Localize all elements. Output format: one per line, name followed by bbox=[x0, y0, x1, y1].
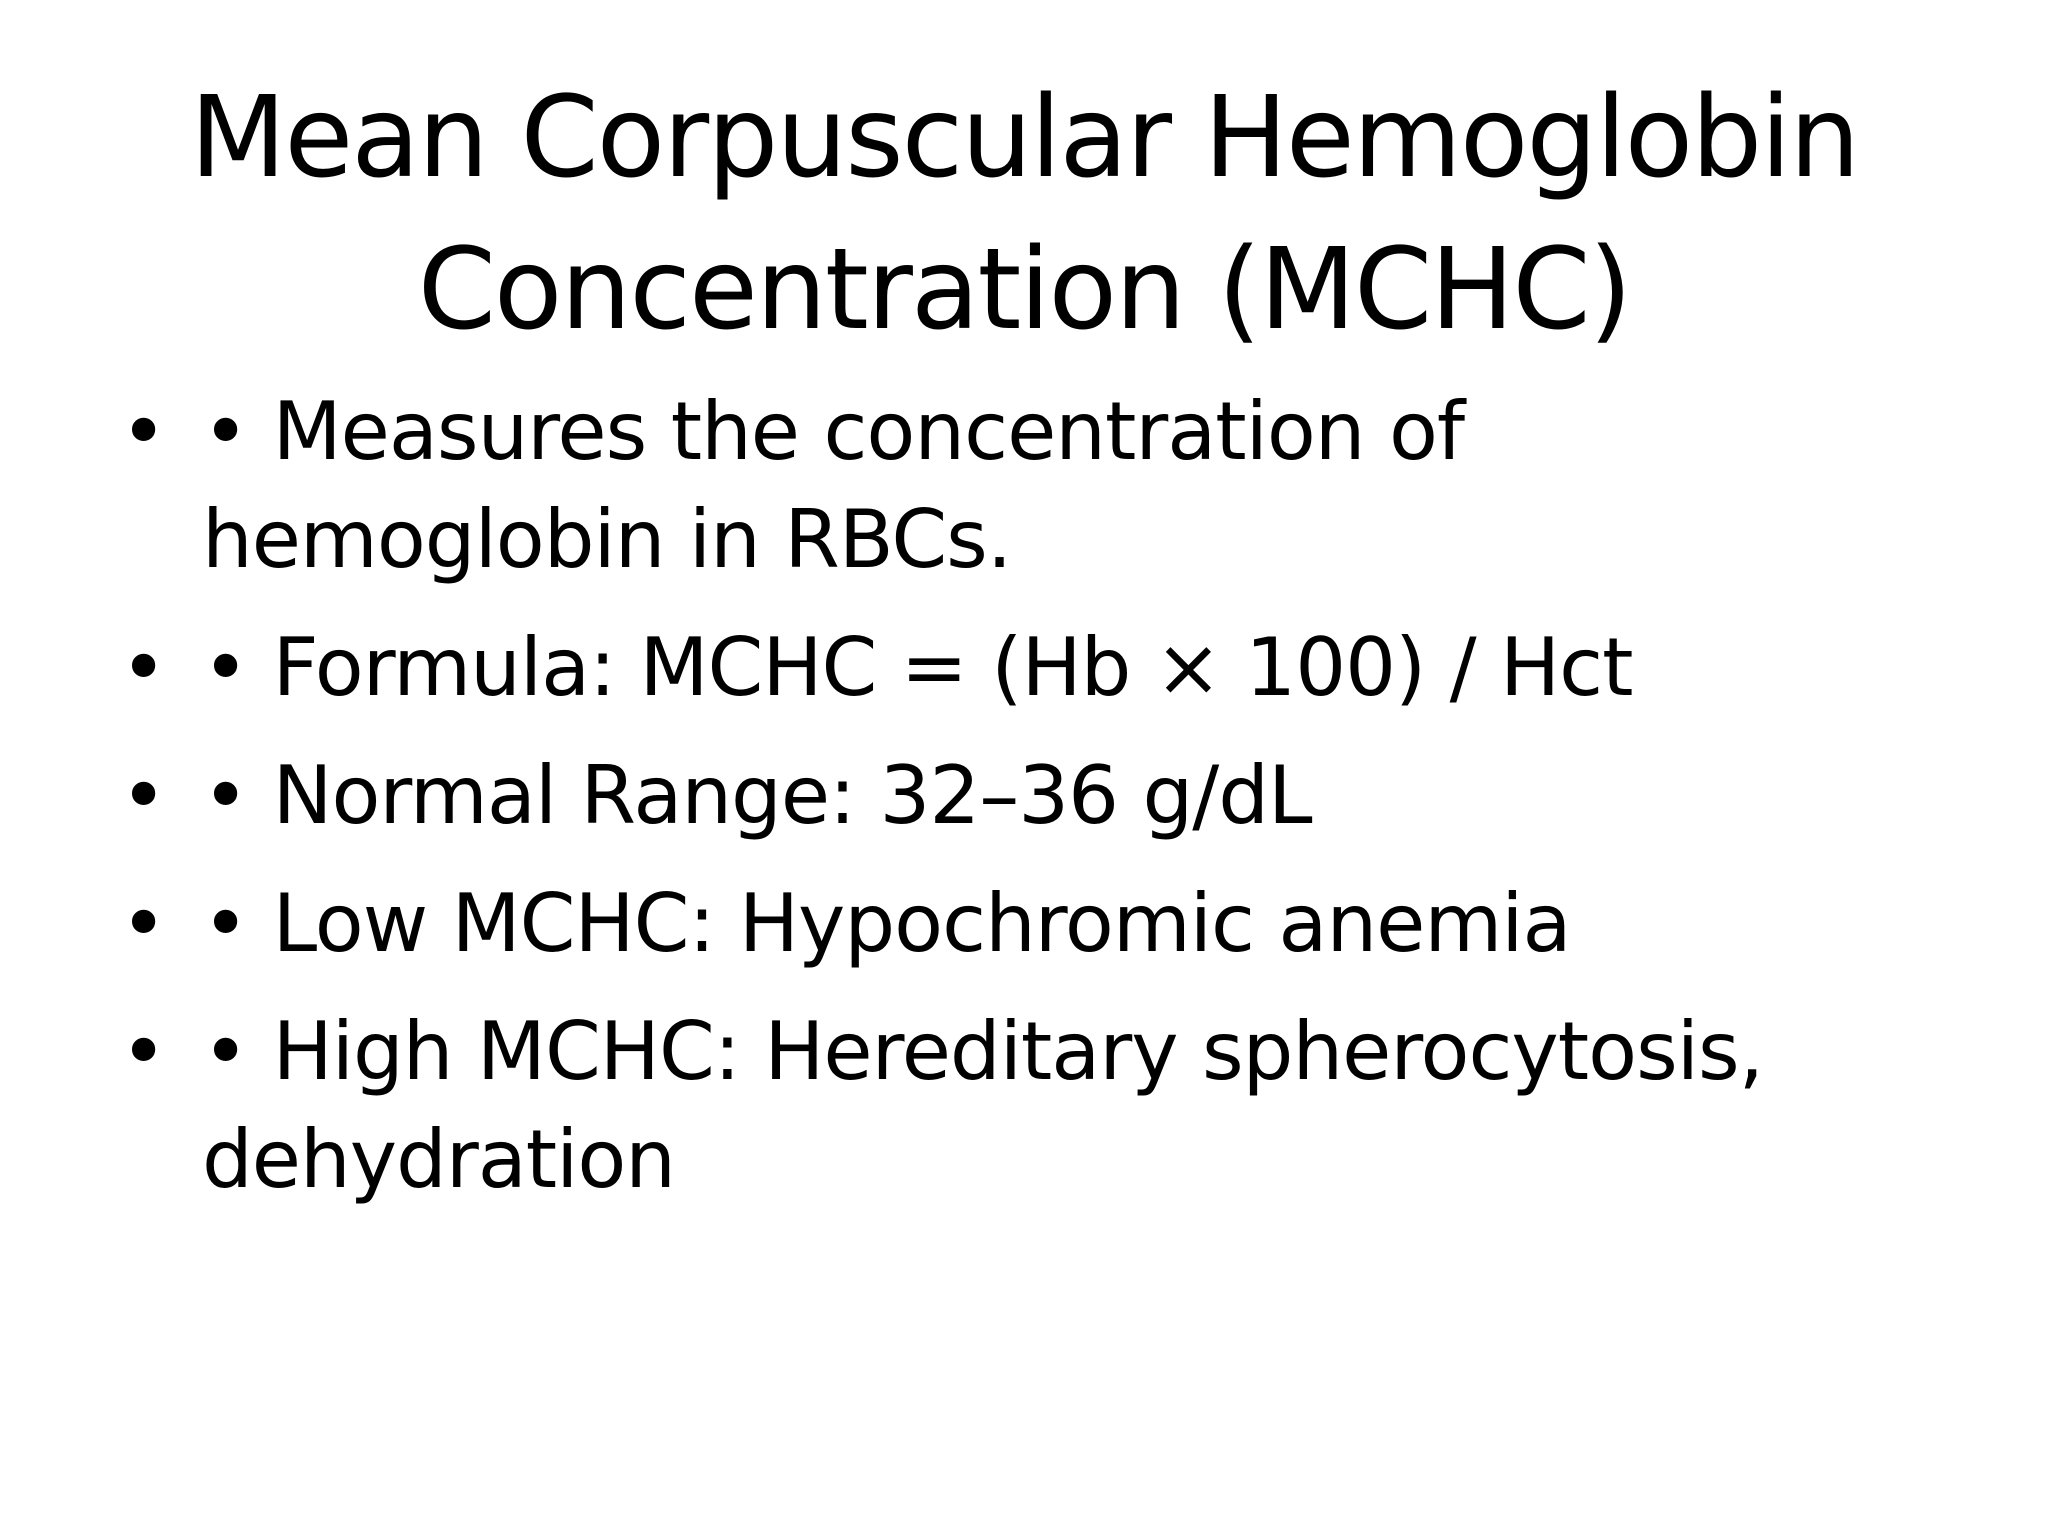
slide-title bbox=[140, 62, 1908, 366]
bullet-icon: • bbox=[120, 1005, 167, 1098]
bullet-icon: • bbox=[120, 621, 167, 714]
bullet-item-definition bbox=[120, 378, 1920, 594]
bullet-item-normal-range bbox=[120, 742, 1920, 850]
bullet-icon: • bbox=[120, 877, 167, 970]
bullet-text: • Formula: MCHC = (Hb × 100) / Hct bbox=[202, 621, 1633, 714]
bullet-icon: • bbox=[120, 749, 167, 842]
bullet-item-low bbox=[120, 870, 1920, 978]
bullet-text: • High MCHC: Hereditary spherocytosis, dehydration bbox=[202, 1005, 1764, 1206]
bullet-text: • Normal Range: 32–36 g/dL bbox=[202, 749, 1312, 842]
bullet-icon: • bbox=[120, 385, 167, 478]
title-line-2: Concentration (MCHC) bbox=[417, 225, 1631, 355]
bullet-item-high bbox=[120, 998, 1920, 1214]
bullet-text: • Low MCHC: Hypochromic anemia bbox=[202, 877, 1571, 970]
bullet-list bbox=[120, 378, 1920, 1234]
bullet-text: • Measures the concentration of hemoglobin in RBCs. bbox=[202, 385, 1465, 586]
title-line-1: Mean Corpuscular Hemoglobin bbox=[189, 73, 1859, 203]
bullet-item-formula bbox=[120, 614, 1920, 722]
